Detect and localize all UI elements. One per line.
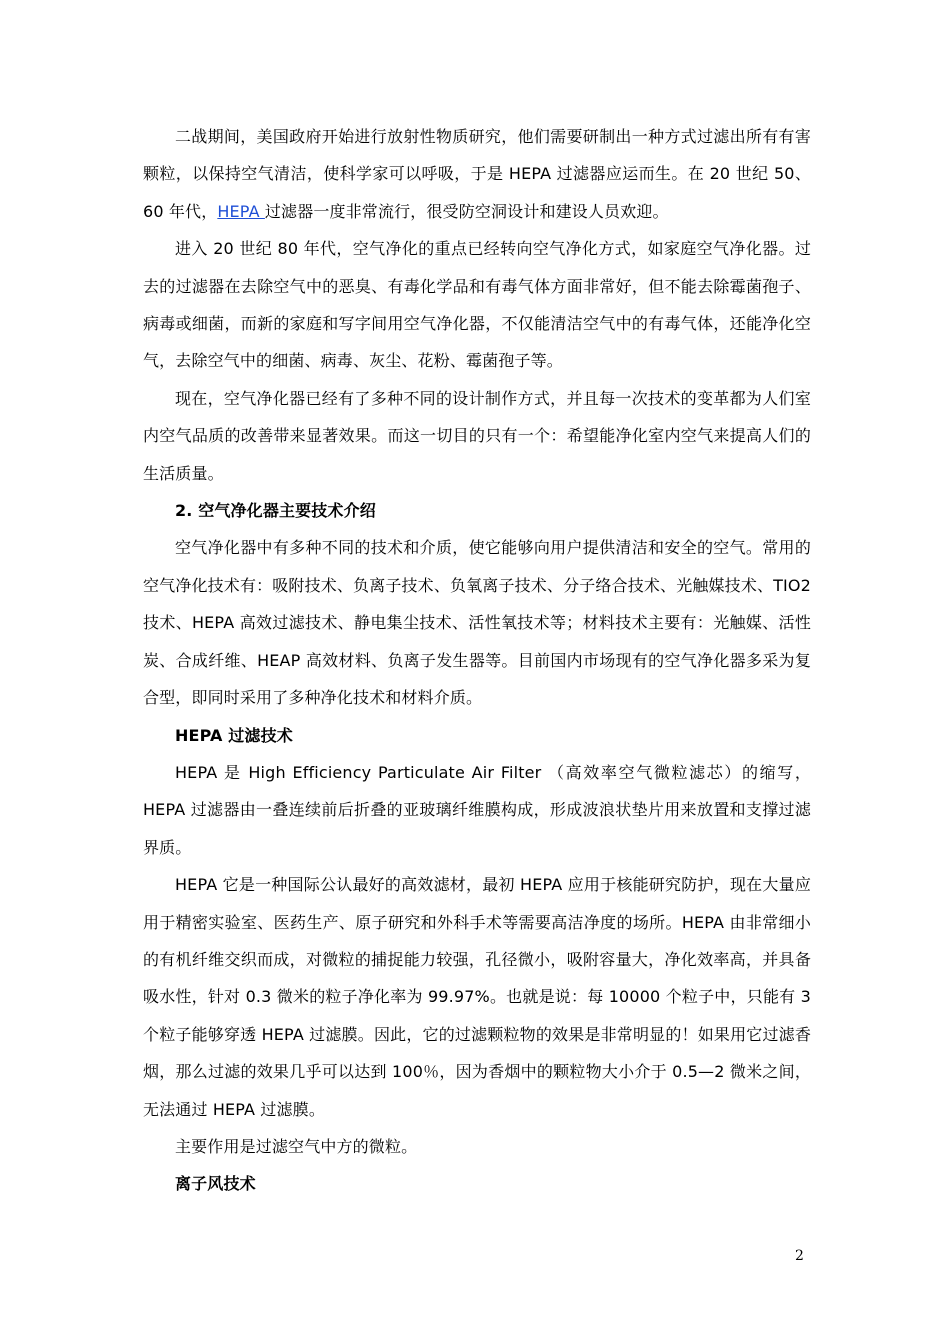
paragraph-text: 进入 20 世纪 80 年代，空气净化的重点已经转向空气净化方式，如家庭空气净化器。过去的过滤器在去除空气中的恶臭、有毒化学品和有毒气体方面非常好，但不能去除霉菌孢子、病毒或细菌，而新的家庭和写字间用空气净化器，不仅能清洁空气中的有毒气体，还能净化空气，去除空气中的细菌、病毒、灰尘、花粉、霉菌孢子等。 [143,239,811,371]
heading-text: HEPA 过滤技术 [175,725,293,745]
paragraph-text: 二战期间，美国政府开始进行放射性物质研究，他们需要研制出一种方式过滤出所有有害颗粒，以保持空气清洁，使科学家可以呼吸，于是 HEPA 过滤器应运而生。在 20 世纪 50、60 年代， [143,127,811,221]
paragraph-hepa-details [143,866,811,1128]
paragraph-tech-overview [143,529,811,716]
paragraph-present [143,380,811,492]
document-body [143,118,811,1203]
paragraph-1980s [143,230,811,380]
paragraph-hepa-definition [143,754,811,866]
paragraph-text: 空气净化器中有多种不同的技术和介质，使它能够向用户提供清洁和安全的空气。常用的空气净化技术有：吸附技术、负离子技术、负氧离子技术、分子络合技术、光触媒技术、TIO2 技术、HEPA 高效过滤技术、静电集尘技术、活性氧技术等；材料技术主要有：光触媒、活性炭、合成纤维、HEAP 高效材料、负离子发生器等。目前国内市场现有的空气净化器多采为复合型，即同时采用了多种净化技术和材料介质。 [143,538,811,708]
paragraph-text: HEPA 它是一种国际公认最好的高效滤材，最初 HEPA 应用于核能研究防护，现在大量应用于精密实验室、医药生产、原子研究和外科手术等需要高洁净度的场所。HEPA 由非常细小的有机纤维交织而成，对微粒的捕捉能力较强，孔径微小，吸附容量大，净化效率高，并具备吸水性，针对 0.3 微米的粒子净化率为 99.97%。也就是说：每 10000 个粒子中，只能有 3 个粒子能够穿透 HEPA 过滤膜。因此，它的过滤颗粒物的效果是非常明显的！如果用它过滤香烟，那么过滤的效果几乎可以达到 100％，因为香烟中的颗粒物大小介于 0.5—2 微米之间，无法通过 HEPA 过滤膜。 [143,875,811,1119]
paragraph-text: 现在，空气净化器已经有了多种不同的设计制作方式，并且每一次技术的变革都为人们室内空气品质的改善带来显著效果。而这一切目的只有一个：希望能净化室内空气来提高人们的生活质量。 [143,388,811,483]
heading-text: 2. 空气净化器主要技术介绍 [175,501,376,521]
subheading-ion-wind [143,1165,811,1202]
paragraph-ww2-history [143,118,811,230]
paragraph-hepa-purpose [143,1128,811,1165]
page-number: 2 [795,1248,804,1264]
heading-text: 离子风技术 [175,1174,256,1194]
hepa-link[interactable]: HEPA [217,201,265,221]
paragraph-text: HEPA 是 High Efficiency Particulate Air Filter （高效率空气微粒滤芯）的缩写，HEPA 过滤器由一叠连续前后折叠的亚玻璃纤维膜构成，形成波浪状垫片用来放置和支撑过滤界质。 [143,762,811,857]
paragraph-text: 过滤器一度非常流行，很受防空洞设计和建设人员欢迎。 [264,201,669,221]
section-heading-main-tech [143,492,811,529]
paragraph-text: 主要作用是过滤空气中方的微粒。 [175,1136,418,1156]
subheading-hepa [143,717,811,754]
